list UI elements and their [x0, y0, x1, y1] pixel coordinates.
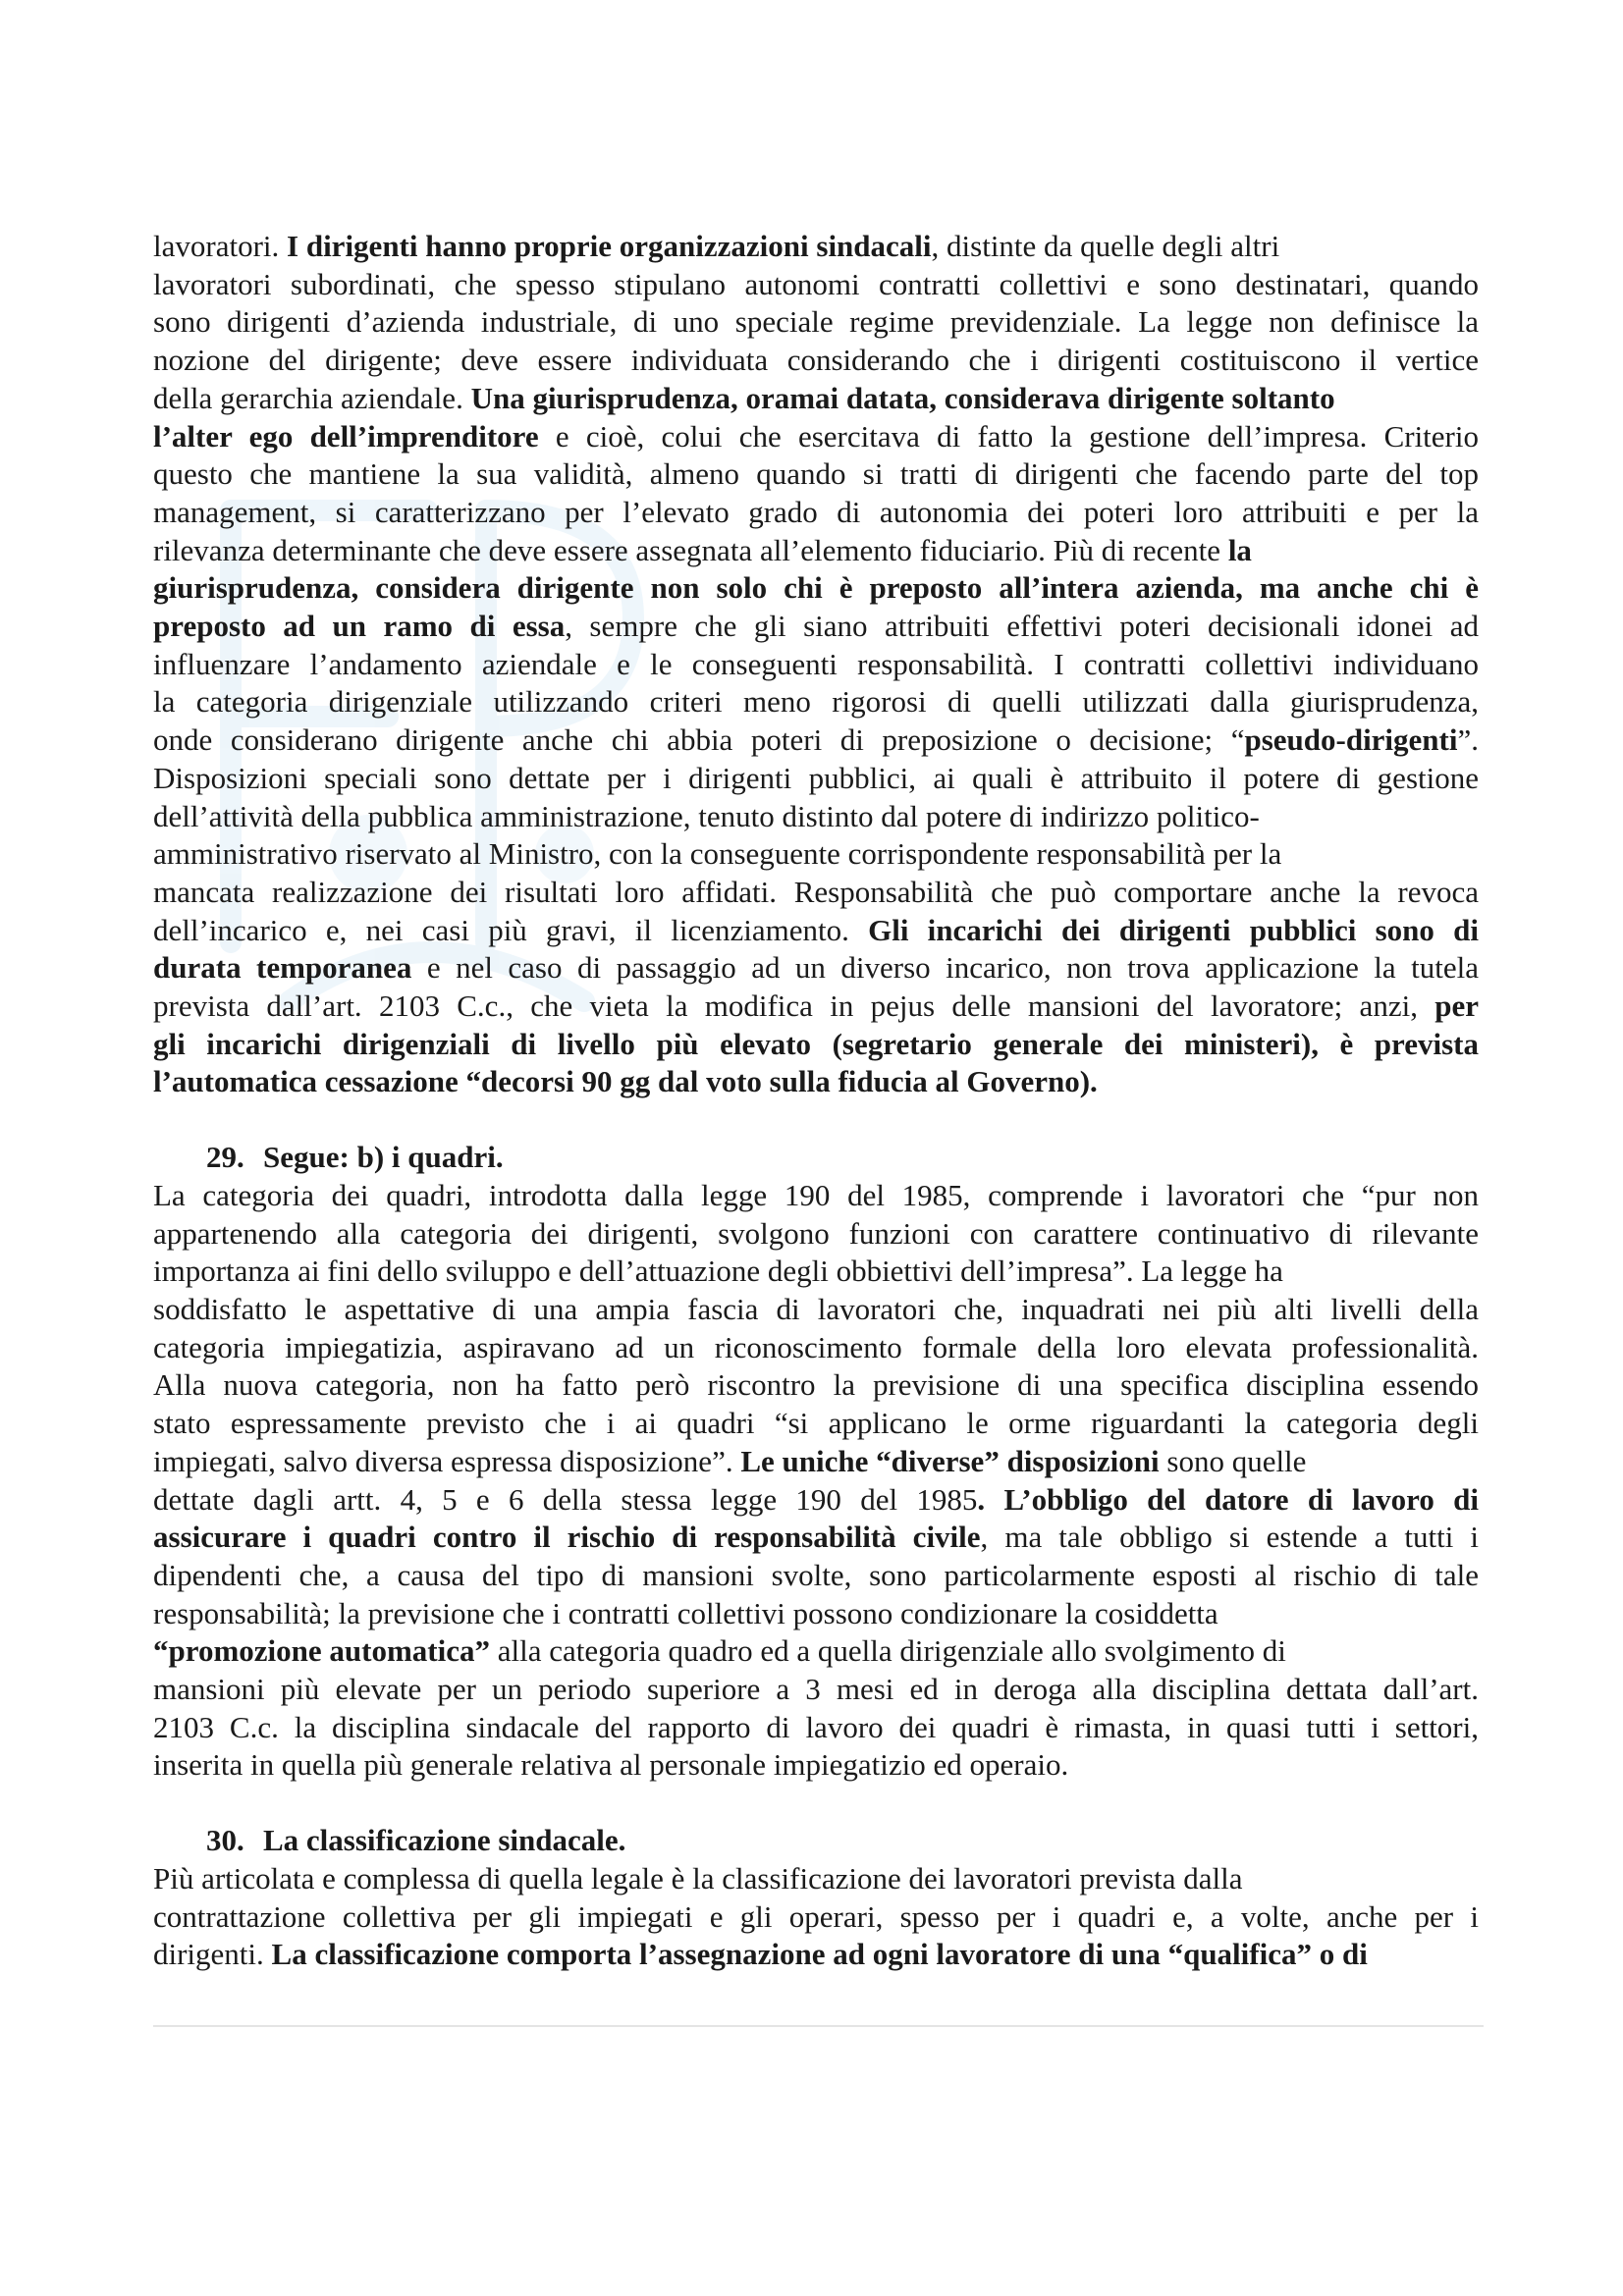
text-run: sono dirigenti d’azienda industriale, di uno speciale regime previdenziale. La legge non definisce la	[153, 304, 1479, 340]
text-run: dell’incarico e, nei casi più gravi, il licenziamento.	[153, 912, 869, 947]
bold-text: giurisprudenza, considera dirigente non solo chi è preposto all’intera azienda, ma anche chi è	[153, 570, 1479, 606]
section-number: 29.	[206, 1140, 244, 1175]
bold-text: Gli incarichi dei dirigenti pubblici sono di	[868, 912, 1480, 947]
section-number: 30.	[206, 1823, 244, 1858]
text-line	[153, 1936, 1479, 1974]
bold-text: Le uniche “diverse” disposizioni	[740, 1443, 1160, 1478]
text-line	[153, 1063, 1479, 1101]
text-line	[153, 1443, 1479, 1481]
text-line	[153, 1557, 1479, 1595]
text-line	[153, 1329, 1479, 1367]
text-line	[153, 1481, 1479, 1520]
bold-text: . L’obbligo del datore di lavoro di	[977, 1481, 1479, 1517]
text-run: Alla nuova categoria, non ha fatto però riscontro la previsione di una specifica disciplina essendo	[153, 1367, 1479, 1403]
text-run: questo che mantiene la sua validità, almeno quando si tratti di dirigenti che facendo parte del top	[153, 456, 1479, 492]
text-run: importanza ai fini dello sviluppo e dell’attuazione degli obbiettivi dell’impresa”. La legge ha	[153, 1254, 1283, 1289]
text-run: appartenendo alla categoria dei dirigenti, svolgono funzioni con carattere continuativo di rilevante	[153, 1215, 1479, 1251]
text-line	[153, 798, 1479, 836]
text-line	[153, 1405, 1479, 1443]
text-run: lavoratori subordinati, che spesso stipulano autonomi contratti collettivi e sono destinatari, quando	[153, 266, 1479, 301]
bold-text: I dirigenti hanno proprie organizzazioni sindacali	[287, 229, 932, 263]
text-run: soddisfatto le aspettative di una ampia fascia di lavoratori che, inquadrati nei più alti livelli della	[153, 1291, 1479, 1326]
text-run: mansioni più elevate per un periodo superiore a 3 mesi ed in deroga alla disciplina dettata dall’art.	[153, 1672, 1479, 1707]
text-line	[153, 342, 1479, 380]
text-run: Disposizioni speciali sono dettate per i dirigenti pubblici, ai quali è attribuito il potere di gestione	[153, 760, 1479, 795]
text-line	[153, 266, 1479, 304]
bold-text: per	[1434, 988, 1479, 1024]
text-line	[153, 1519, 1479, 1557]
text-line	[153, 721, 1479, 760]
text-line	[153, 532, 1479, 570]
text-run: della gerarchia aziendale.	[153, 380, 471, 415]
paragraph-dirigenti	[153, 228, 1479, 1101]
bold-text: l’automatica cessazione “decorsi 90 gg dal voto sulla fiducia al Governo).	[153, 1064, 1098, 1099]
text-line	[153, 835, 1479, 874]
text-run: ”.	[1457, 722, 1479, 758]
text-run: responsabilità; la previsione che i contratti collettivi possono condizionare la cosiddetta	[153, 1595, 1218, 1630]
document-page	[153, 228, 1479, 1974]
bold-text: La classificazione comporta l’assegnazione ad ogni lavoratore di una “qualifica” o di	[271, 1937, 1368, 1972]
text-run: la categoria dirigenziale utilizzando criteri meno rigorosi di quelli utilizzati dalla giurisprudenza,	[153, 684, 1479, 720]
bold-text: assicurare i quadri contro il rischio di responsabilità civile	[153, 1520, 981, 1555]
text-line	[153, 988, 1479, 1026]
text-line	[153, 683, 1479, 721]
text-run: stato espressamente previsto che i ai quadri “si applicano le orme riguardanti la categoria degli	[153, 1406, 1479, 1441]
section-heading-29	[153, 1139, 1479, 1177]
bold-text: Una giurisprudenza, oramai datata, considerava dirigente soltanto	[470, 380, 1335, 415]
paragraph-classificazione	[153, 1860, 1479, 1974]
text-run: amministrativo riservato al Ministro, con la conseguente corrispondente responsabilità per la	[153, 836, 1282, 872]
text-line	[153, 874, 1479, 912]
text-line	[153, 494, 1479, 532]
bold-text: durata temporanea	[153, 950, 412, 986]
text-line	[153, 1746, 1479, 1785]
text-line	[153, 380, 1479, 418]
text-run: dirigenti.	[153, 1937, 272, 1972]
text-line	[153, 1595, 1479, 1633]
text-line	[153, 1177, 1479, 1215]
text-line	[153, 303, 1479, 342]
text-run: rilevanza determinante che deve essere assegnata all’elemento fiduciario. Più di recente	[153, 532, 1228, 567]
text-line	[153, 760, 1479, 798]
bold-text: pseudo-dirigenti	[1244, 722, 1458, 758]
section-title: La classificazione sindacale.	[263, 1823, 626, 1858]
section-heading-30	[153, 1822, 1479, 1860]
text-line	[153, 418, 1479, 456]
text-line	[153, 1291, 1479, 1329]
text-run: dell’attività della pubblica amministrazione, tenuto distinto dal potere di indirizzo politico-	[153, 798, 1260, 833]
text-line	[153, 1860, 1479, 1898]
bold-text: preposto ad un ramo di essa	[153, 609, 566, 644]
text-line	[153, 646, 1479, 684]
text-run: categoria impiegatizia, aspiravano ad un riconoscimento formale della loro elevata professionalità.	[153, 1329, 1479, 1364]
text-run: Più articolata e complessa di quella legale è la classificazione dei lavoratori prevista dalla	[153, 1860, 1243, 1896]
text-line	[153, 455, 1479, 494]
text-line	[153, 1366, 1479, 1405]
text-run: nozione del dirigente; deve essere individuata considerando che i dirigenti costituiscono il vertice	[153, 343, 1479, 378]
text-run: inserita in quella più generale relativa al personale impiegatizio ed operaio.	[153, 1747, 1069, 1783]
bold-text: la	[1227, 532, 1252, 567]
text-run: alla categoria quadro ed a quella dirigenziale allo svolgimento di	[489, 1633, 1286, 1669]
text-run: e cioè, colui che esercitava di fatto la gestione dell’impresa. Criterio	[538, 418, 1479, 454]
text-run: management, si caratterizzano per l’elevato grado di autonomia dei poteri loro attribuiti e per la	[153, 494, 1479, 529]
paragraph-quadri	[153, 1177, 1479, 1785]
footer-divider	[153, 2025, 1484, 2027]
text-run: , sempre che gli siano attribuiti effettivi poteri decisionali idonei ad	[565, 609, 1480, 644]
bold-text: gli incarichi dirigenziali di livello più elevato (segretario generale dei ministeri), è prevista	[153, 1026, 1479, 1061]
text-run: contrattazione collettiva per gli impiegati e gli operari, spesso per i quadri e, a volte, anche per i	[153, 1898, 1479, 1934]
text-line	[153, 912, 1479, 950]
text-run: impiegati, salvo diversa espressa disposizione”.	[153, 1443, 741, 1478]
text-run: lavoratori.	[153, 229, 288, 263]
text-run: prevista dall’art. 2103 C.c., che vieta la modifica in pejus delle mansioni del lavoratore; anzi,	[153, 988, 1435, 1024]
text-run: dettate dagli artt. 4, 5 e 6 della stessa legge 190 del 1985	[153, 1481, 978, 1517]
text-run: , ma tale obbligo si estende a tutti i	[980, 1520, 1479, 1555]
text-line	[153, 1026, 1479, 1064]
text-run: La categoria dei quadri, introdotta dalla legge 190 del 1985, comprende i lavoratori che “pur non	[153, 1177, 1479, 1212]
text-line	[153, 1215, 1479, 1254]
text-run: influenzare l’andamento aziendale e le conseguenti responsabilità. I contratti collettivi individuano	[153, 646, 1479, 681]
text-line	[153, 569, 1479, 608]
text-run: onde considerano dirigente anche chi abbia poteri di preposizione o decisione; “	[153, 722, 1245, 758]
text-run: sono quelle	[1159, 1443, 1307, 1478]
text-line	[153, 949, 1479, 988]
bold-text: “promozione automatica”	[153, 1633, 490, 1669]
text-run: e nel caso di passaggio ad un diverso incarico, non trova applicazione la tutela	[411, 950, 1479, 986]
text-line	[153, 1253, 1479, 1291]
text-line	[153, 1898, 1479, 1937]
text-run: , distinte da quelle degli altri	[931, 229, 1280, 263]
text-run: mancata realizzazione dei risultati loro affidati. Responsabilità che può comportare anche la revoca	[153, 874, 1479, 909]
text-line	[153, 608, 1479, 646]
text-line	[153, 228, 1479, 266]
text-line	[153, 1632, 1479, 1671]
bold-text: l’alter ego dell’imprenditore	[153, 418, 539, 454]
text-line	[153, 1709, 1479, 1747]
text-run: 2103 C.c. la disciplina sindacale del rapporto di lavoro dei quadri è rimasta, in quasi tutti i settori,	[153, 1709, 1479, 1744]
section-title: Segue: b) i quadri.	[263, 1140, 504, 1175]
text-run: dipendenti che, a causa del tipo di mansioni svolte, sono particolarmente esposti al rischio di tale	[153, 1557, 1479, 1592]
text-line	[153, 1671, 1479, 1709]
